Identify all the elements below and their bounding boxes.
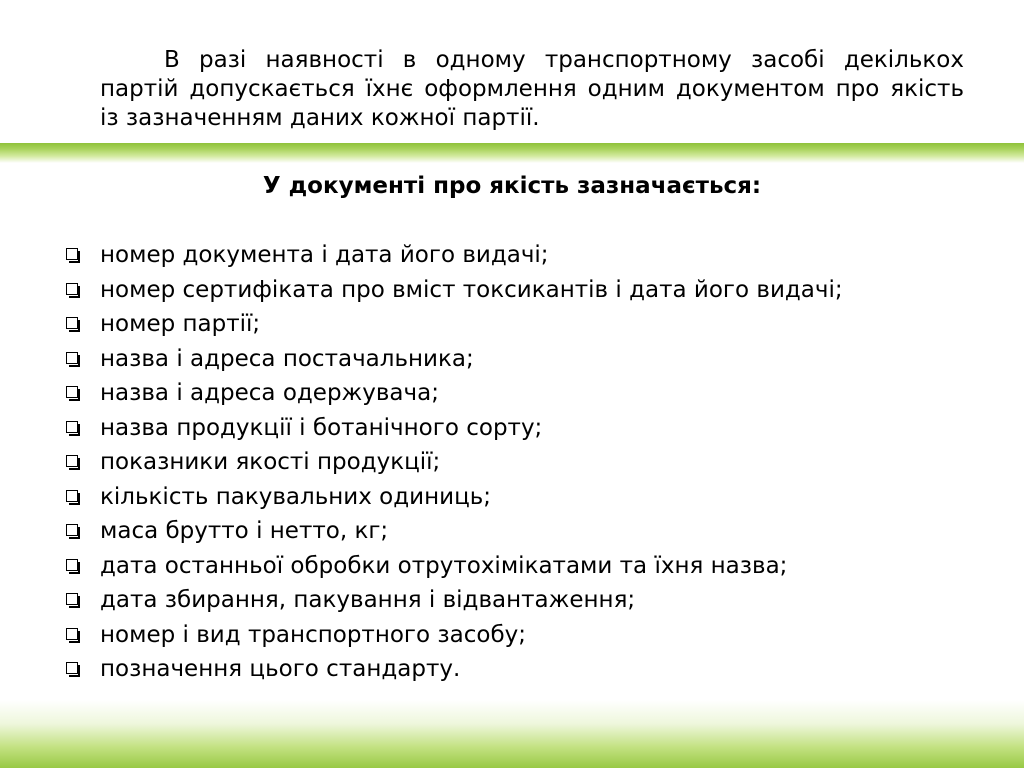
checkbox-square-icon	[66, 628, 80, 642]
list-item	[66, 238, 966, 273]
list-item-text: показники якості продукції;	[100, 449, 441, 476]
list-item	[66, 480, 966, 515]
list-item	[66, 618, 966, 653]
bottom-decorative-band	[0, 700, 1024, 768]
checkbox-square-icon	[66, 490, 80, 504]
list-item	[66, 549, 966, 584]
list-item-text: маса брутто і нетто, кг;	[100, 518, 389, 545]
checkbox-square-icon	[66, 593, 80, 607]
checkbox-square-icon	[66, 559, 80, 573]
list-item	[66, 583, 966, 618]
list-item-text: дата останньої обробки отрутохімікатами та їхня назва;	[100, 552, 788, 579]
list-item-text: номер і вид транспортного засобу;	[100, 621, 526, 648]
list-item	[66, 307, 966, 342]
list-item	[66, 376, 966, 411]
list-item-text: номер сертифіката про вміст токсикантів і дата його видачі;	[100, 276, 843, 303]
list-item	[66, 411, 966, 446]
list-item	[66, 273, 966, 308]
list-item-text: номер документа і дата його видачі;	[100, 242, 549, 269]
checkbox-square-icon	[66, 317, 80, 331]
list-item-text: назва продукції і ботанічного сорту;	[100, 414, 543, 441]
checkbox-square-icon	[66, 421, 80, 435]
checkbox-square-icon	[66, 524, 80, 538]
checkbox-square-icon	[66, 386, 80, 400]
list-item	[66, 652, 966, 687]
section-heading: У документі про якість зазначається:	[262, 173, 762, 199]
list-item	[66, 445, 966, 480]
list-item-text: позначення цього стандарту.	[100, 656, 461, 683]
checkbox-square-icon	[66, 662, 80, 676]
checkbox-square-icon	[66, 352, 80, 366]
list-item-text: дата збирання, пакування і відвантаження;	[100, 587, 636, 614]
list-item-text: назва і адреса одержувача;	[100, 380, 439, 407]
intro-paragraph: В разі наявності в одному транспортному засобі декількох партій допускається їхнє оформлення одним документом про якість із зазначенням даних кожної партії.	[100, 47, 964, 131]
requirements-list	[66, 238, 966, 687]
checkbox-square-icon	[66, 248, 80, 262]
list-item	[66, 342, 966, 377]
top-decorative-band	[0, 143, 1024, 163]
list-item-text: кількість пакувальних одиниць;	[100, 483, 492, 510]
list-item-text: номер партії;	[100, 311, 261, 338]
checkbox-square-icon	[66, 455, 80, 469]
list-item	[66, 514, 966, 549]
list-item-text: назва і адреса постачальника;	[100, 345, 474, 372]
checkbox-square-icon	[66, 283, 80, 297]
